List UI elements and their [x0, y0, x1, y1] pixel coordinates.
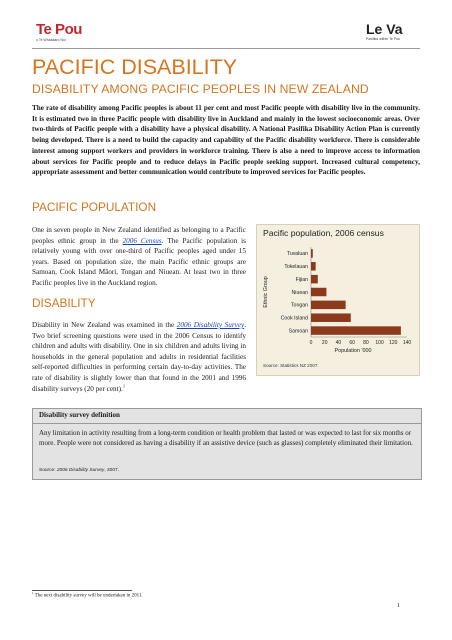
definition-body: Any limitation in activity resulting from a long-term condition or health problem that lasted or was expected to last for six months or more. People were not considered as having a disability if an assistive device (such as glasses) completely eliminated their limitation.	[39, 429, 413, 448]
chart-tick-label: 100	[375, 340, 384, 346]
page-subtitle: DISABILITY AMONG PACIFIC PEOPLES IN NEW ZEALAND	[32, 82, 369, 96]
chart-category-label: Samoan	[288, 328, 308, 335]
footnote-divider	[32, 590, 132, 591]
footnote-mark: 1	[32, 591, 34, 595]
header-divider	[32, 48, 420, 49]
population-paragraph	[32, 225, 246, 289]
chart-tick-label: 120	[389, 340, 398, 346]
chart-plot	[257, 225, 419, 375]
te-pou-tagline: o Te Whakaaro Nui	[36, 38, 66, 42]
definition-source-title: 2006 Disability Survey	[56, 468, 105, 473]
chart-tick-label: 80	[363, 340, 369, 346]
definition-divider	[33, 423, 421, 424]
chart-y-axis-label: Ethnic Group	[263, 276, 269, 308]
population-text-1: One in seven people in New Zealand identified as belonging to a Pacific peoples ethnic group in the	[32, 226, 246, 245]
page-number: 1	[397, 603, 400, 609]
definition-source-prefix: Source:	[39, 468, 57, 473]
le-va-tagline: Pasifika within Te Pou	[366, 37, 400, 41]
chart-x-axis-label: Population '000	[334, 348, 372, 354]
disability-text-2: . Two brief screening questions were used in the 2006 Census to identify children and adults with disability. One in six children and adults living in households in the general population and adults in residential facilities self-reported difficulties in performing certain day-to-day activities. The rate of disability is slightly lower than that found in the 2001 and 1996 disability surveys (20 per cent).	[32, 321, 246, 393]
chart-bar	[311, 262, 316, 270]
chart-category-label: Fijian	[295, 276, 308, 283]
definition-box	[32, 408, 422, 480]
intro-paragraph: The rate of disability among Pacific peoples is about 11 per cent and most Pacific people with disability live in the community. It is estimated two in three Pacific people with disability live in Auckland and mainly in the lowest socioeconomic areas. Over two-thirds of Pacific people with a disability have a physical disability. A National Pasifika Disability Action Plan is currently being developed. There is a need to build the capacity and capability of the Pacific disability workforce. There is considerable interest among support workers and providers in workforce training. There is also a need to improve access to information about services for Pacific people and to reduce delays in Pacific people seeking support. Increased cultural competency, appropriate assessment and better communication would contribute to improved services for Pacific peoples.	[32, 104, 420, 177]
chart-category-label: Tuvaluan	[286, 251, 308, 258]
chart-tick-label: 60	[349, 340, 355, 346]
chart-tick-label: 0	[309, 340, 313, 346]
chart-bar	[311, 249, 313, 257]
disability-survey-link[interactable]: 2006 Disability Survey	[176, 321, 245, 329]
footnote	[32, 593, 143, 599]
chart-source: Source: Statistics NZ 2007.	[263, 363, 319, 368]
le-va-logo-text: Le Va	[366, 21, 403, 37]
census-link[interactable]: 2006 Census	[122, 236, 162, 245]
page-title: PACIFIC DISABILITY	[32, 55, 238, 79]
footnote-text: The next disability survey will be undertaken in 2011.	[33, 593, 143, 599]
chart-category-label: Tongan	[290, 302, 308, 309]
chart-bar	[311, 301, 346, 309]
chart-tick-label: 140	[402, 340, 412, 346]
definition-source	[39, 468, 119, 473]
te-pou-logo-text: Te Pou	[36, 21, 82, 38]
chart-title: Pacific population, 2006 census	[263, 228, 384, 238]
disability-heading: DISABILITY	[32, 296, 96, 310]
chart-bar	[311, 288, 326, 296]
chart-category-label: Niuean	[291, 289, 308, 296]
disability-text-1: Disability in New Zealand was examined in the	[32, 321, 177, 329]
chart-tick-label: 20	[321, 340, 328, 346]
le-va-logo	[366, 22, 420, 44]
population-chart	[256, 224, 420, 376]
chart-bar	[311, 326, 401, 334]
te-pou-logo	[36, 22, 106, 44]
population-text-2: . The Pacific population is relatively young with over one-third of Pacific peoples aged under 15 years. Based on population size, the main Pacific ethnic groups are Samoan, Cook Island Māori, Tongan and Niuean. At least two in three Pacific peoples live in the Auckland region.	[32, 236, 246, 287]
definition-source-suffix: , 2007.	[104, 468, 120, 473]
disability-paragraph	[32, 320, 246, 394]
chart-bar	[311, 275, 318, 283]
footnote-reference: 1	[122, 383, 125, 389]
population-heading: PACIFIC POPULATION	[32, 200, 157, 214]
chart-bar	[311, 313, 351, 321]
chart-category-label: Tokelauan	[284, 264, 308, 271]
chart-category-label: Cook Island	[280, 315, 308, 322]
definition-title: Disability survey definition	[39, 411, 120, 419]
chart-tick-label: 40	[335, 340, 342, 346]
